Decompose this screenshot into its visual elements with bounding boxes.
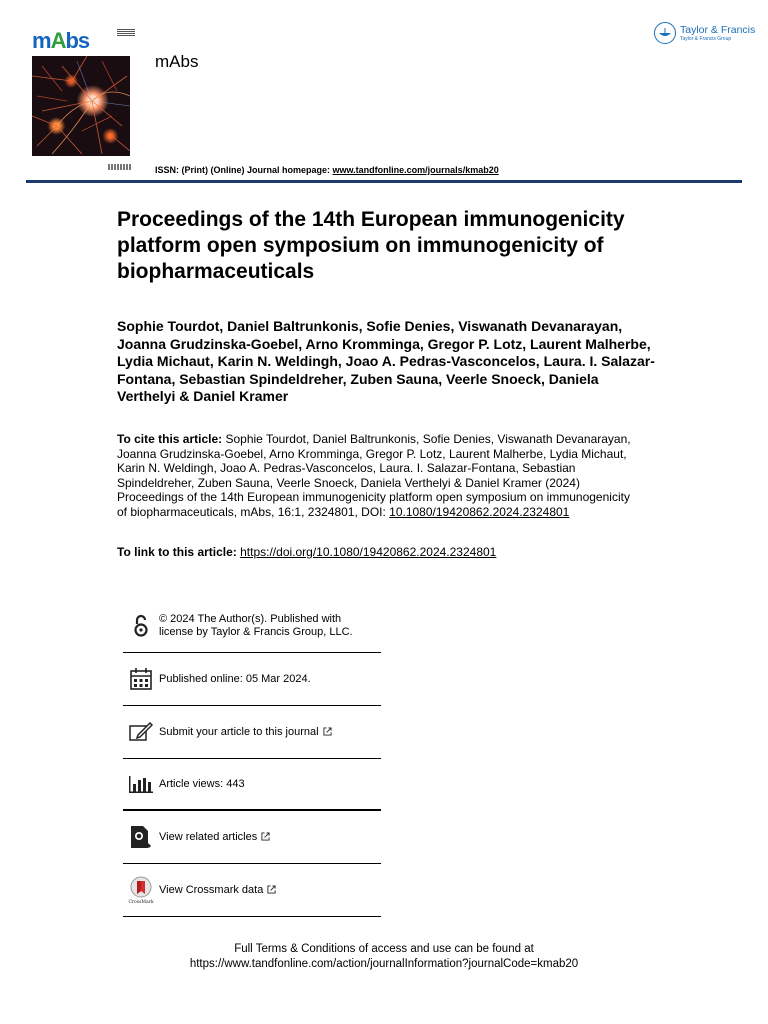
cover-mini-publisher-mark	[108, 164, 132, 170]
published-row	[123, 653, 381, 706]
edit-icon	[123, 722, 159, 742]
citation-text: Sophie Tourdot, Daniel Baltrunkonis, Sofie Denies, Viswanath Devanarayan, Joanna Grudzinska-Goebel, Arno Kromminga, Gregor P. Lotz, Laurent Malherbe, Lydia Michaut, Karin N. Weldingh, Joao A. Pedras-Vasconcelos, Laura. I. Salazar-Fontana, Sebastian Spindeldreher, Zuben Sauna, Veerle Snoeck, Daniela Verthelyi & Daniel Kramer (2024) Proceedings of the 14th European immunogenicity platform open symposium on immunogenicity of biopharmaceuticals, mAbs, 16:1, 2324801, DOI:	[117, 432, 631, 519]
crossmark-row[interactable]	[123, 864, 381, 917]
article-authors: Sophie Tourdot, Daniel Baltrunkonis, Sofie Denies, Viswanath Devanarayan, Joanna Grudzinska-Goebel, Arno Kromminga, Gregor P. Lotz, Laurent Malherbe, Lydia Michaut, Karin N. Weldingh, Joao A. Pedras-Vasconcelos, Laura. I. Salazar-Fontana, Sebastian Spindeldreher, Zuben Sauna, Veerle Snoeck, Daniela Verthelyi & Daniel Kramer	[117, 318, 655, 404]
terms-footer	[0, 942, 768, 972]
submit-link[interactable]: Submit your article to this journal	[159, 725, 319, 738]
related-articles-link[interactable]: View related articles	[159, 830, 258, 843]
views-row	[123, 759, 381, 811]
terms-line-2[interactable]: https://www.tandfonline.com/action/journalInformation?journalCode=kmab20	[189, 958, 579, 970]
cover-image	[32, 56, 130, 156]
issn-line	[155, 165, 499, 175]
open-access-icon	[123, 614, 159, 638]
publisher-logo-text: Taylor & Francis	[680, 23, 756, 36]
article-views: Article views: 443	[159, 777, 245, 790]
publisher-logo[interactable]	[654, 22, 755, 44]
citation-block	[117, 432, 637, 520]
external-link-icon	[261, 832, 270, 841]
license-line-2: license by Taylor & Francis Group, LLC.	[159, 626, 353, 638]
search-document-icon	[123, 825, 159, 849]
related-row[interactable]	[123, 811, 381, 864]
submit-row[interactable]	[123, 706, 381, 759]
crossmark-icon	[123, 876, 159, 904]
publisher-logo-subtext: Taylor & Francis Group	[680, 35, 732, 42]
issn-text: ISSN: (Print) (Online) Journal homepage:	[155, 165, 333, 175]
calendar-icon	[123, 668, 159, 690]
cover-mini-logo	[117, 28, 135, 36]
external-link-icon	[267, 885, 276, 894]
journal-name: mAbs	[155, 52, 199, 71]
header-divider	[26, 180, 742, 183]
article-info-box	[123, 600, 381, 917]
external-link-icon	[323, 727, 332, 736]
article-link-line	[117, 545, 657, 559]
license-row	[123, 600, 381, 653]
publisher-logo-icon	[654, 22, 676, 44]
published-date: Published online: 05 Mar 2024.	[159, 672, 311, 685]
article-title: Proceedings of the 14th European immunogenicity platform open symposium on immunogenicity of biopharmaceuticals	[117, 208, 625, 283]
terms-line-1: Full Terms & Conditions of access and use can be found at	[234, 943, 534, 955]
journal-homepage-link[interactable]: www.tandfonline.com/journals/kmab20	[332, 165, 499, 175]
crossmark-link[interactable]: View Crossmark data	[159, 883, 264, 896]
citation-doi-link[interactable]: 10.1080/19420862.2024.2324801	[389, 504, 570, 519]
bar-chart-icon	[123, 774, 159, 794]
article-doi-link[interactable]: https://doi.org/10.1080/19420862.2024.2324801	[240, 545, 497, 559]
article-link-label: To link to this article:	[117, 545, 241, 559]
journal-logo: mAbs	[32, 28, 90, 53]
crossmark-icon-label: CrossMark	[128, 900, 154, 904]
license-line-1: © 2024 The Author(s). Published with	[159, 613, 342, 625]
citation-label: To cite this article:	[117, 432, 223, 446]
